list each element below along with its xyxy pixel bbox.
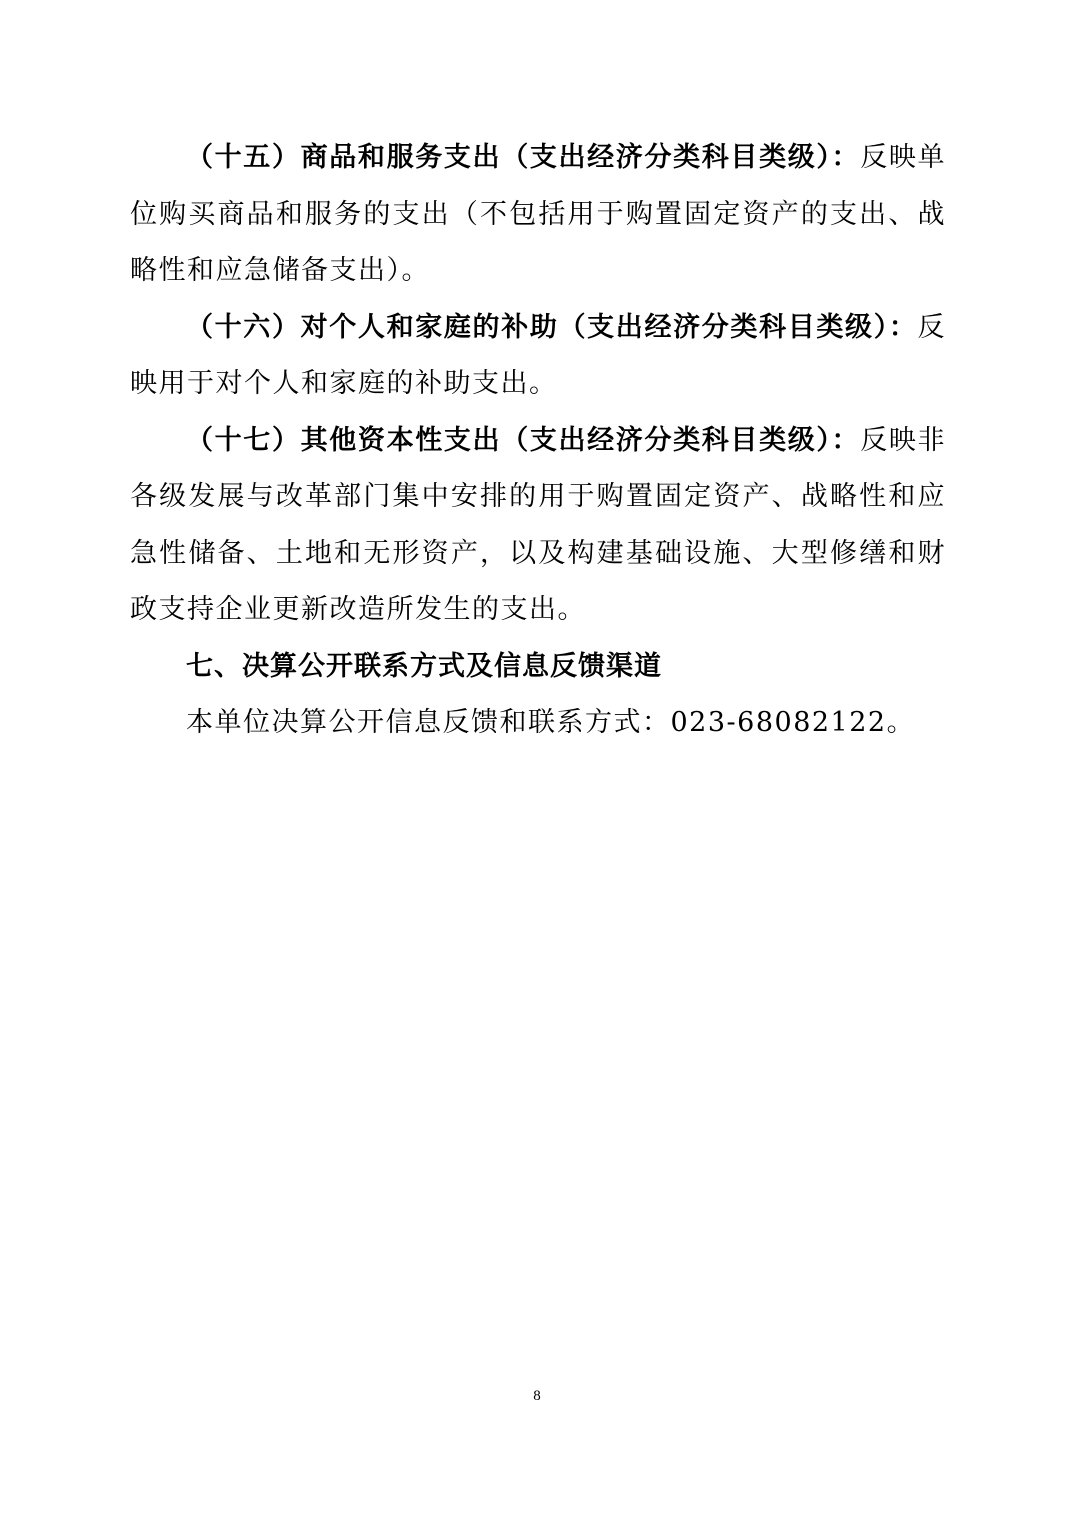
- section-heading-contact: 七、决算公开联系方式及信息反馈渠道: [186, 650, 662, 682]
- desc-goods-services: 反映单位购买商品和服务的支出（不包括用于购置固定资产的支出、战略性和应急储备支出）。: [130, 142, 947, 286]
- desc-household-subsidy: 反映用于对个人和家庭的补助支出。: [130, 311, 946, 399]
- contact-paragraph: 本单位决算公开信息反馈和联系方式：023-68082122。: [186, 707, 916, 738]
- term-other-capital: （十七）其他资本性支出（支出经济分类科目类级）：: [186, 424, 861, 456]
- page-number: 8: [533, 1388, 541, 1404]
- document-body: [130, 130, 946, 752]
- term-goods-services: （十五）商品和服务支出（支出经济分类科目类级）：: [186, 142, 861, 173]
- paragraph-other-capital: [130, 413, 946, 639]
- desc-other-capital: 反映非各级发展与改革部门集中安排的用于购置固定资产、战略性和应急性储备、土地和无形资产，以及构建基础设施、大型修缮和财政支持企业更新改造所发生的支出。: [130, 424, 947, 625]
- term-household-subsidy: （十六）对个人和家庭的补助（支出经济分类科目类级）：: [186, 311, 918, 343]
- paragraph-goods-services: [130, 130, 946, 300]
- paragraph-household-subsidy: [130, 300, 946, 413]
